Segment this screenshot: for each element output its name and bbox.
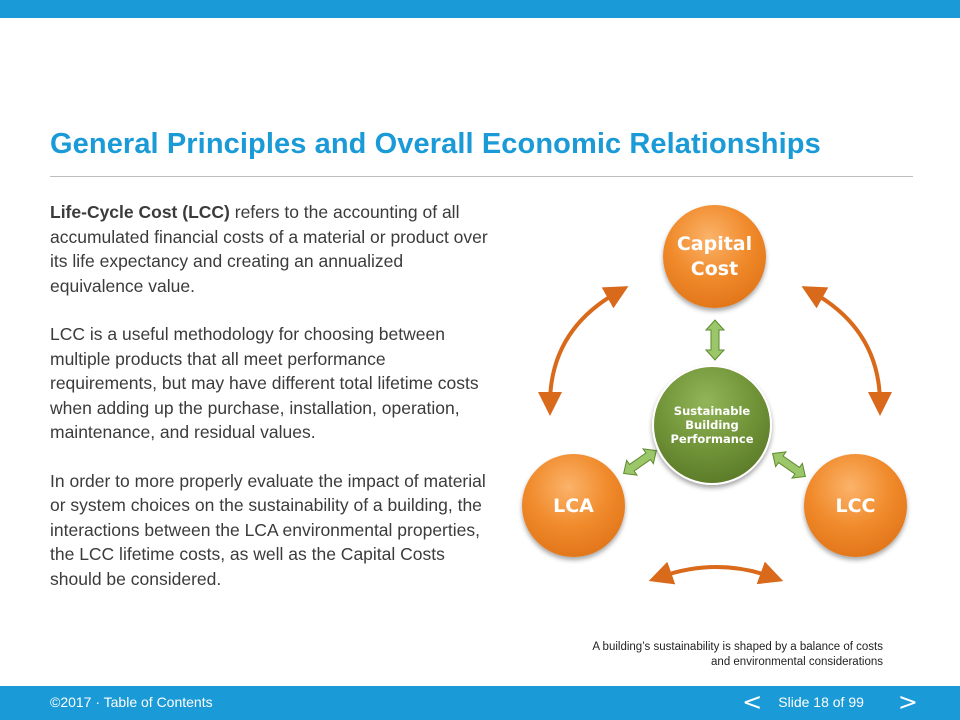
slide-title: General Principles and Overall Economic Relationships <box>50 128 821 160</box>
arrow-lca-lcc <box>660 567 772 577</box>
capital-cost-node <box>663 205 766 308</box>
center-label-line1: Sustainable <box>673 404 751 418</box>
arrow-center-lcc <box>767 446 810 484</box>
top-accent-bar <box>0 0 960 18</box>
paragraph-interactions: In order to more properly evaluate the impact of material or system choices on the sustainability of a building, the interactions between the LCA environmental properties, the LCC lifetime costs, as well as the Capital Costs should be considered. <box>50 470 486 589</box>
arrow-capital-lcc <box>812 292 880 404</box>
lcc-term: Life-Cycle Cost (LCC) <box>50 202 230 222</box>
footer-copyright-toc-link[interactable]: ©2017 · Table of Contents <box>50 694 213 710</box>
center-label-line3: Performance <box>670 432 754 446</box>
lcc-definition-text: refers to the accounting of all accumulated financial costs of a material or product over its life expectancy and creating an annualized equivalence value. <box>50 202 488 296</box>
next-slide-icon[interactable]: > <box>897 688 918 716</box>
previous-slide-icon[interactable]: < <box>742 688 763 716</box>
arrow-center-capital <box>706 320 724 360</box>
body-text <box>50 200 495 615</box>
lca-label: LCA <box>553 494 594 517</box>
arrow-center-lca <box>618 443 661 481</box>
lcc-label: LCC <box>835 494 876 517</box>
capital-cost-label-line1: Capital <box>676 232 753 255</box>
caption-line1: A building’s sustainability is shaped by a balance of costs <box>592 641 883 653</box>
caption-line2: and environmental considerations <box>711 656 883 668</box>
title-divider <box>50 176 913 177</box>
capital-cost-label-line2: Cost <box>690 257 739 280</box>
lcc-node <box>804 454 907 557</box>
diagram-caption <box>520 640 883 670</box>
lca-node <box>522 454 625 557</box>
sustainable-building-performance-node <box>652 365 772 485</box>
paragraph-lcc-methodology: LCC is a useful methodology for choosing between multiple products that all meet performance requirements, but may have different total lifetime costs when adding up the purchase, installation, operation, maintenance, and residual values. <box>50 324 479 442</box>
sustainability-diagram <box>510 200 930 600</box>
slide-navigation <box>742 690 918 714</box>
footer-bar <box>0 686 960 720</box>
paragraph-lcc-definition <box>50 200 495 298</box>
slide-number: Slide 18 of 99 <box>778 694 864 710</box>
center-label-line2: Building <box>685 418 739 432</box>
arrow-lca-capital <box>550 292 618 404</box>
